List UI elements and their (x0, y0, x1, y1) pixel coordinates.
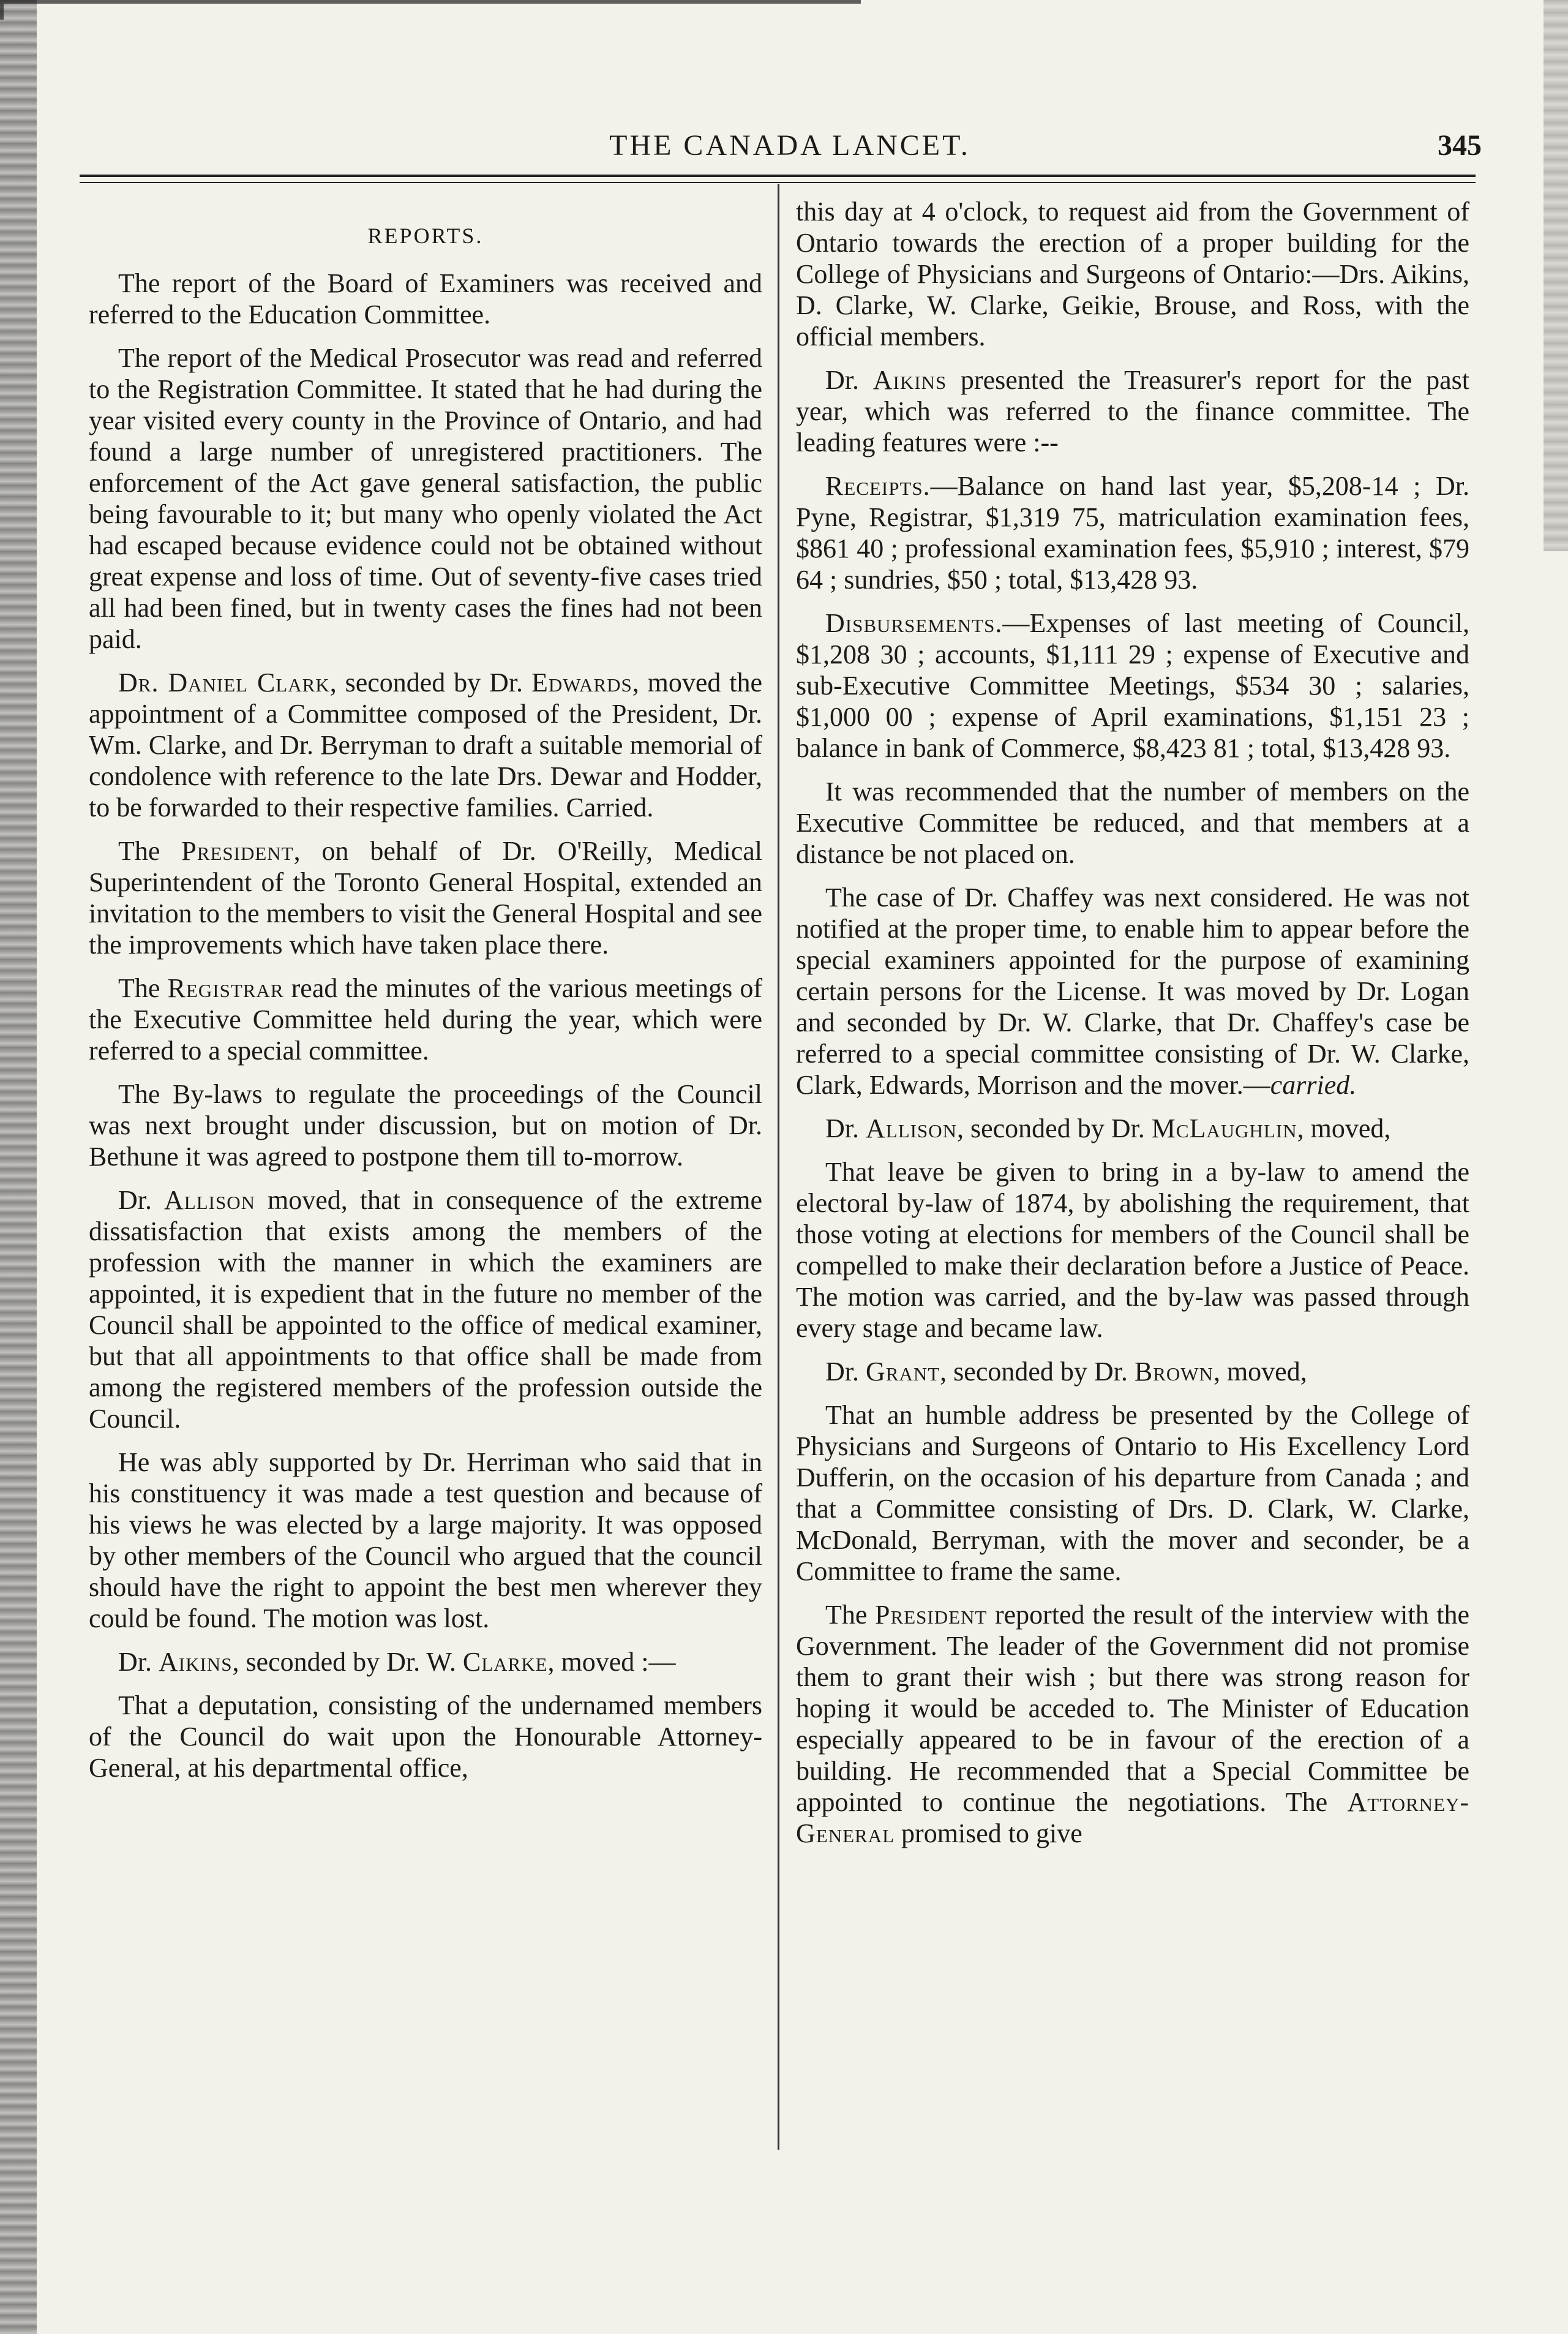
paragraph (89, 1184, 762, 1434)
header-rule-thick (80, 175, 1476, 177)
speaker-name: McLaughlin (1151, 1113, 1297, 1143)
speaker-name: Grant (866, 1357, 940, 1387)
text-run: —Expenses of last meeting of Council, $1,208 30 ; accounts, $1,111 29 ; expense of Executive and sub-Executive Committee Meetings, $534 30 ; salaries, $1,000 00 ; expense of April examinations, $1,151 23 ; balance in bank of Commerce, $8,423 81 ; total, $13,428 93. (796, 608, 1469, 763)
text-run: —Balance on hand last year, $5,208-14 ; Dr. Pyne, Registrar, $1,319 75, matriculation examination fees, $861 40 ; professional examination fees, $5,910 ; interest, $79 64 ; sundries, $50 ; total, $13,428 93. (796, 471, 1469, 595)
text-run: , moved, (1297, 1113, 1391, 1143)
text-run: reported the result of the interview with the Government. The leader of the Government did not promise them to grant their wish ; but there was strong reason for hoping it would be acceded to. The Minister of Education especially appeared to be in favour of the erection of a building. He recommended that a Special Committee be appointed to continue the negotiations. The (796, 1600, 1470, 1817)
speaker-name: Clarke (462, 1647, 548, 1677)
paragraph (796, 1599, 1469, 1849)
paragraph: That an humble address be presented by the College of Physicians and Surgeons of Ontario to His Excellency Lord Dufferin, on the occasion of his departure from Canada ; and that a Committee consisting of Drs. D. Clark, W. Clarke, McDonald, Berryman, with the mover and seconder, be a Committee to frame the same. (796, 1400, 1469, 1586)
scan-edge-left (0, 0, 37, 2334)
text-run: , moved, (1213, 1357, 1307, 1387)
text-run: Dr. (118, 1185, 165, 1215)
text-run: Dr. (825, 365, 873, 395)
text-run: Dr. (118, 1647, 159, 1677)
paragraph (796, 882, 1469, 1101)
speaker-name: Registrar (167, 973, 284, 1003)
text-run: read the minutes of the various meetings of the Executive Committee held during the year, which were referred to a special committee. (89, 973, 763, 1066)
paragraph (796, 470, 1469, 595)
paragraph (796, 608, 1469, 764)
text-run: , moved :— (547, 1647, 676, 1677)
run-in-label: Disbursements. (825, 608, 1003, 638)
italic-run: carried. (1270, 1070, 1357, 1100)
paragraph: It was recommended that the number of members on the Executive Committee be reduced, and that members at a distance be not placed on. (796, 777, 1469, 869)
paragraph: That a deputation, consisting of the undernamed members of the Council do wait upon the Honourable Attorney-General, at his departmental office, (89, 1690, 762, 1783)
text-run: , seconded by Dr. (940, 1357, 1135, 1387)
text-run: The case of Dr. Chaffey was next considered. He was not notified at the proper time, to enable him to appear before the special examiners appointed for the purpose of examining certain persons for the License. It was moved by Dr. Logan and seconded by Dr. W. Clarke, that Dr. Chaffey's case be referred to a special committee consisting of Dr. W. Clarke, Clark, Edwards, Morrison and the mover.— (796, 883, 1469, 1100)
paragraph (796, 1356, 1469, 1387)
speaker-name: Edwards (531, 668, 632, 698)
text-run: Dr. (825, 1357, 866, 1387)
speaker-name: Allison (164, 1185, 256, 1215)
scan-corner-top (0, 0, 861, 20)
paragraph (89, 835, 762, 960)
paragraph (796, 1113, 1469, 1144)
speaker-name: Dr. Daniel Clark (118, 668, 330, 698)
paragraph (796, 364, 1469, 458)
text-run: presented the Treasurer's report for the past year, which was referred to the finance committee. The leading features were :-- (796, 365, 1469, 457)
text-run: , on behalf of Dr. O'Reilly, Medical Superintendent of the Toronto General Hospital, extended an invitation to the members to visit the General Hospital and see the improvements which have taken place there. (89, 836, 763, 960)
speaker-name: Brown (1134, 1357, 1214, 1387)
page-number: 345 (1438, 129, 1482, 162)
text-run: The (118, 973, 168, 1003)
speaker-name: Aikins (872, 365, 947, 395)
paragraph (89, 667, 762, 823)
text-run: The (825, 1600, 876, 1630)
speaker-name: President (875, 1600, 988, 1630)
paragraph: The report of the Board of Examiners was received and referred to the Education Committee. (89, 268, 762, 329)
right-column (796, 196, 1469, 1861)
text-run: , moved the appointment of a Committee composed of the President, Dr. Wm. Clarke, and Dr. Berryman to draft a suitable memorial of condolence with reference to the late Drs. Dewar and Hodder, to be forwarded to their respective families. Carried. (89, 668, 762, 823)
paragraph: That leave be given to bring in a by-law to amend the electoral by-law of 1874, by abolishing the requirement, that those voting at elections for members of the Council shall be compelled to make their declaration before a Justice of Peace. The motion was carried, and the by-law was passed through every stage and became law. (796, 1157, 1469, 1343)
speaker-name: President (181, 836, 294, 866)
paragraph: The report of the Medical Prosecutor was read and referred to the Registration Committee. It stated that he had during the year visited every county in the Province of Ontario, and had found a large number of unregistered practitioners. The enforcement of the Act gave general satisfaction, the public being favourable to it; but many who openly violated the Act had escaped because evidence could not be obtained without great expense and loss of time. Out of seventy-five cases tried all had been fined, but in twenty cases the fines had not been paid. (89, 343, 762, 654)
speaker-name: Attorney-General (796, 1787, 1469, 1848)
paragraph: The By-laws to regulate the proceedings of the Council was next brought under discussion, but on motion of Dr. Bethune it was agreed to postpone them till to-morrow. (89, 1079, 762, 1172)
text-run: moved, that in consequence of the extreme dissatisfaction that exists among the members of the profession with the manner in which the examiners are appointed, it is expedient that in the future no member of the Council shall be appointed to the office of medical examiner, but that all appointments to that office shall be made from among the registered members of the profession outside the Council. (89, 1185, 763, 1434)
text-run: , seconded by Dr. W. (232, 1647, 463, 1677)
header-rule-thin (80, 182, 1476, 183)
page-header (98, 129, 1482, 165)
paragraph (89, 973, 762, 1066)
paragraph: this day at 4 o'clock, to request aid from the Government of Ontario towards the erection of a proper building for the College of Physicians and Surgeons of Ontario:—Drs. Aikins, D. Clarke, W. Clarke, Geikie, Brouse, and Ross, with the official members. (796, 197, 1469, 352)
column-divider (778, 184, 779, 2150)
section-heading: REPORTS. (367, 224, 484, 248)
run-in-label: Receipts. (825, 471, 931, 501)
scan-edge-right (1544, 0, 1568, 551)
text-run: Dr. (825, 1113, 866, 1143)
text-run: , seconded by Dr. (957, 1113, 1152, 1143)
text-run: promised to give (895, 1818, 1082, 1848)
paragraph (89, 1646, 762, 1677)
text-run: The (118, 836, 182, 866)
running-title: THE CANADA LANCET. (609, 129, 970, 162)
paragraph: He was ably supported by Dr. Herriman who said that in his constituency it was made a test question and because of his views he was elected by a large majority. It was opposed by other members of the Council who argued that the council should have the right to appoint the best men wherever they could be found. The motion was lost. (89, 1447, 762, 1633)
text-run: , seconded by Dr. (329, 668, 531, 698)
left-column (89, 196, 762, 1796)
speaker-name: Allison (866, 1113, 957, 1143)
speaker-name: Aikins (159, 1647, 233, 1677)
